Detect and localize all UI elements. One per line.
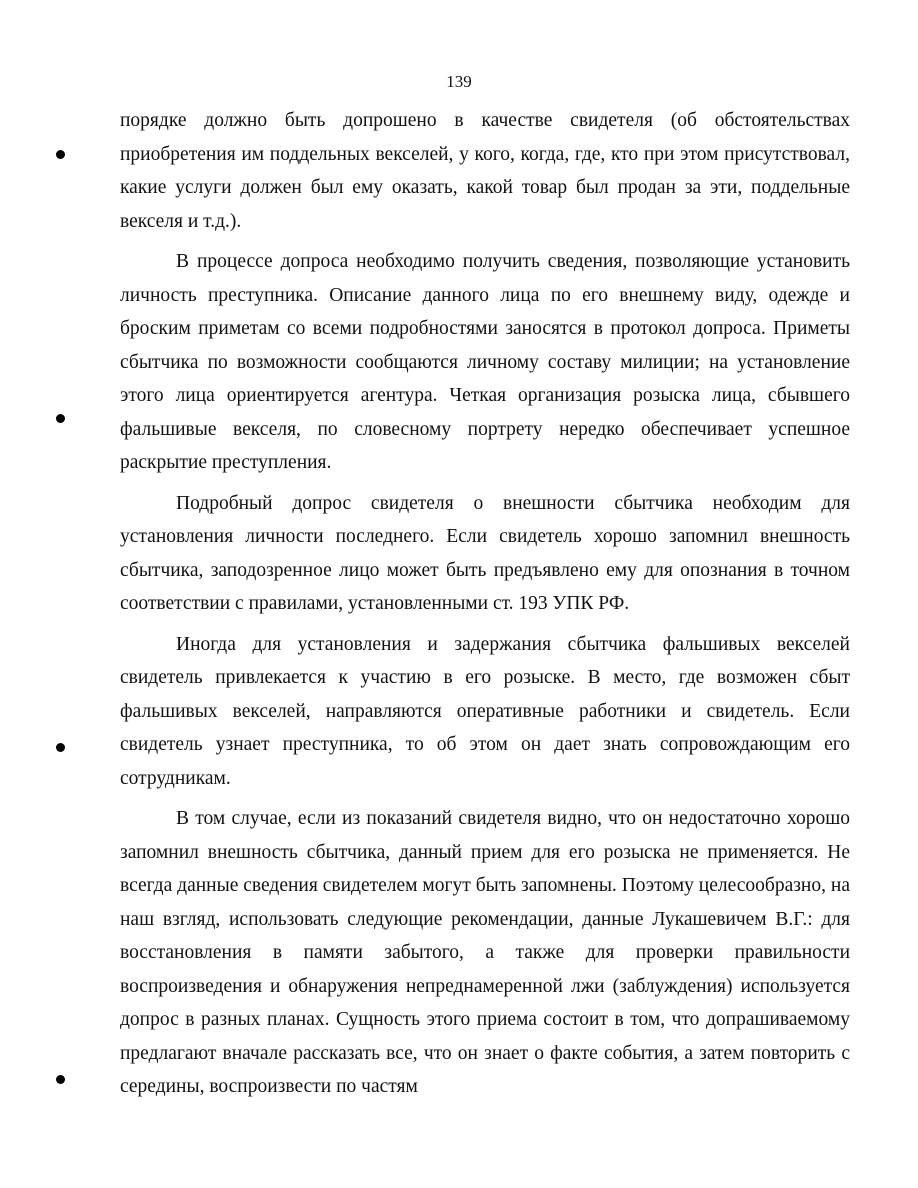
paragraph: В том случае, если из показаний свидетеля видно, что он недостаточно хорошо запомнил внешность сбытчика, данный прием для его розыска не применяется. Не всегда данные сведения свидетелем могут быть запомнены. Поэтому целесообразно, на наш взгляд, использовать следующие рекомендации, данные Лукашевичем В.Г.: для восстановления в памяти забытого, а также для проверки правильности воспроизведения и обнаружения непреднамеренной лжи (заблуждения) используется допрос в разных планах. Сущность этого приема состоит в том, что допрашиваемому предлагают вначале рассказать все, что он знает о факте события, а затем повторить с середины, воспроизвести по частям xyxy=(120,808,850,1097)
punch-hole-mark xyxy=(56,743,65,752)
page-number: 139 xyxy=(446,72,472,91)
punch-hole-mark xyxy=(56,414,65,423)
paragraph: В процессе допроса необходимо получить сведения, позволяющие установить личность преступника. Описание данного лица по его внешнему виду, одежде и броским приметам со всеми подробностями заносятся в протокол допроса. Приметы сбытчика по возможности сообщаются личному составу милиции; на установление этого лица ориентируется агентура. Четкая организация розыска лица, сбывшего фальшивые векселя, по словесному портрету нередко обеспечивает успешное раскрытие преступления. xyxy=(120,251,850,473)
body-text xyxy=(120,104,850,1104)
punch-hole-mark xyxy=(56,1075,65,1084)
punch-hole-mark xyxy=(56,150,65,159)
paragraph: Подробный допрос свидетеля о внешности сбытчика необходим для установления личности последнего. Если свидетель хорошо запомнил внешность сбытчика, заподозренное лицо может быть предъявлено ему для опознания в точном соответствии с правилами, установленными ст. 193 УПК РФ. xyxy=(120,492,850,614)
paragraph-continuation: порядке должно быть допрошено в качестве свидетеля (об обстоятельствах приобретения им поддельных векселей, у кого, когда, где, кто при этом присутствовал, какие услуги должен был ему оказать, какой товар был продан за эти, поддельные векселя и т.д.). xyxy=(120,110,850,232)
paragraph: Иногда для установления и задержания сбытчика фальшивых векселей свидетель привлекается к участию в его розыске. В место, где возможен сбыт фальшивых векселей, направляются оперативные работники и свидетель. Если свидетель узнает преступника, то об этом он дает знать сопровождающим его сотрудникам. xyxy=(120,633,850,789)
